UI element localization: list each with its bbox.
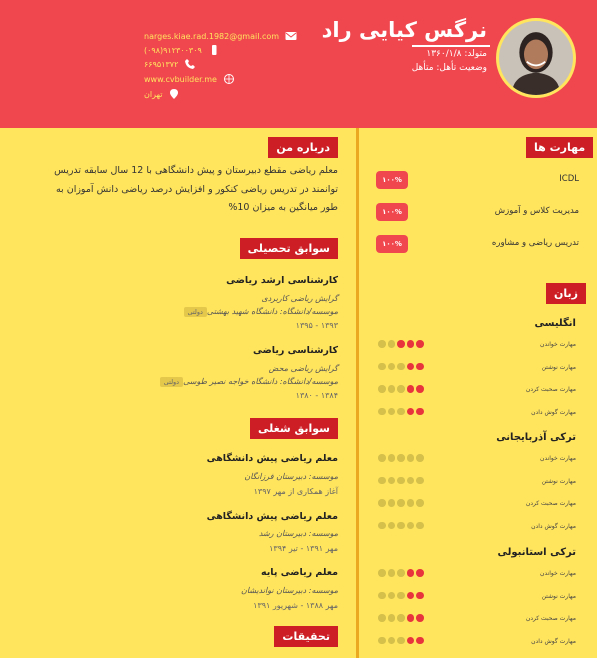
language-skill-label: مهارت گوش دادن (531, 522, 576, 530)
language-skill-label: مهارت صحبت کردن (525, 500, 576, 507)
section-languages-title: زبان (546, 283, 586, 304)
rating-dot (416, 637, 424, 645)
language-skill-label: مهارت نوشتن (541, 363, 576, 371)
rating-dot (378, 614, 386, 622)
skill-level-badge: ۱۰۰% (376, 171, 408, 189)
globe-icon (223, 74, 235, 84)
section-about-title: درباره من (268, 137, 338, 158)
rating-dot (378, 477, 386, 485)
language-skill-rating (378, 637, 424, 645)
profile-photo (496, 18, 576, 98)
rating-dot (397, 385, 405, 393)
rating-dot (378, 408, 386, 416)
language-skill-label: مهارت گوش دادن (531, 408, 576, 416)
rating-dot (416, 499, 424, 507)
section-research-title: تحقیقات (274, 626, 338, 647)
language-skill-rating (378, 522, 424, 530)
language-skill-label: مهارت نوشتن (541, 477, 576, 485)
rating-dot (388, 499, 396, 507)
language-skill-rating (378, 363, 424, 371)
person-photo-icon (499, 21, 573, 95)
contact-website[interactable]: www.cvbuilder.me (144, 74, 235, 84)
skill-label: تدریس ریاضی و مشاوره (491, 238, 579, 248)
language-skill-rating (378, 592, 424, 600)
language-skill-label: مهارت صحبت کردن (525, 615, 576, 622)
contact-email[interactable]: narges.kiae.rad.1982@gmail.com (144, 31, 297, 41)
rating-dot (388, 637, 396, 645)
rating-dot (397, 592, 405, 600)
education-institute: موسسه/دانشگاه: دانشگاه شهید بهشتیدولتی (180, 307, 339, 317)
rating-dot (397, 569, 405, 577)
section-education-title: سوابق تحصیلی (240, 238, 338, 259)
rating-dot (378, 592, 386, 600)
language-skill-rating (378, 499, 424, 507)
rating-dot (388, 340, 396, 348)
rating-dot (388, 408, 396, 416)
rating-dot (407, 637, 415, 645)
rating-dot (407, 499, 415, 507)
skill-level-badge: ۱۰۰% (376, 203, 408, 221)
language-name: ترکی استانبولی (497, 547, 576, 558)
rating-dot (397, 363, 405, 371)
language-skill-rating (378, 408, 424, 416)
language-skill-label: مهارت گوش دادن (531, 637, 576, 645)
person-name: نرگس کیایی راد (321, 18, 487, 42)
rating-dot (407, 454, 415, 462)
rating-dot (416, 363, 424, 371)
language-skill-label: مهارت نوشتن (541, 592, 576, 600)
skill-level-badge: ۱۰۰% (376, 235, 408, 253)
contact-mobile[interactable]: (۰۹۸)۹۱۲۳۰۰۳۰۹ (144, 45, 220, 55)
rating-dot (397, 637, 405, 645)
rating-dot (407, 340, 415, 348)
rating-dot (416, 522, 424, 530)
rating-dot (378, 340, 386, 348)
rating-dot (416, 614, 424, 622)
skill-label: ICDL (559, 174, 579, 184)
rating-dot (388, 522, 396, 530)
language-skill-rating (378, 454, 424, 462)
birth-date: متولد: ۱۳۶۰/۱/۸ (426, 49, 487, 59)
rating-dot (397, 614, 405, 622)
language-skill-label: مهارت خواندن (540, 341, 576, 348)
rating-dot (416, 340, 424, 348)
rating-dot (416, 454, 424, 462)
rating-dot (407, 385, 415, 393)
location-pin-icon (168, 89, 180, 99)
language-skill-rating (378, 569, 424, 577)
language-name: ترکی آذربایجانی (496, 432, 576, 443)
contact-phone[interactable]: ۶۶۹۵۱۳۷۲ (144, 59, 196, 69)
rating-dot (388, 569, 396, 577)
rating-dot (407, 592, 415, 600)
language-skill-rating (378, 385, 424, 393)
rating-dot (397, 340, 405, 348)
job-date: مهر ۱۳۹۱ - تیر ۱۳۹۴ (269, 544, 338, 553)
job-title: معلم ریاضی پیش دانشگاهی (206, 453, 338, 464)
job-date: مهر ۱۳۸۸ - شهریور ۱۳۹۱ (253, 601, 338, 610)
rating-dot (388, 592, 396, 600)
rating-dot (407, 408, 415, 416)
marital-status: وضعیت تأهل: متأهل (411, 63, 487, 73)
rating-dot (416, 477, 424, 485)
rating-dot (388, 385, 396, 393)
rating-dot (397, 499, 405, 507)
language-skill-label: مهارت صحبت کردن (525, 386, 576, 393)
rating-dot (416, 592, 424, 600)
language-skill-label: مهارت خواندن (540, 570, 576, 577)
phone-icon (184, 59, 196, 69)
column-divider (356, 128, 359, 658)
education-institute: موسسه/دانشگاه: دانشگاه خواجه نصیر طوسیدولتی (156, 377, 338, 387)
education-badge: دولتی (160, 377, 183, 387)
job-title: معلم ریاضی پایه (260, 567, 338, 578)
skill-label: مدیریت کلاس و آموزش (494, 206, 579, 216)
language-name: انگلیسی (534, 318, 576, 329)
rating-dot (388, 477, 396, 485)
education-date: ۱۳۸۴ - ۱۳۸۰ (295, 391, 338, 400)
rating-dot (407, 477, 415, 485)
about-text: معلم ریاضی مقطع دبیرستان و پیش دانشگاهی با 12 سال سابقه تدریس توانمند در تدریس ریاضی کنکور و افزایش درصد ریاضی دانش آموزان به طور میانگین به میزان 10% (54, 165, 338, 213)
rating-dot (397, 477, 405, 485)
rating-dot (407, 363, 415, 371)
rating-dot (378, 569, 386, 577)
rating-dot (388, 454, 396, 462)
section-jobs-title: سوابق شغلی (250, 418, 338, 439)
rating-dot (378, 385, 386, 393)
rating-dot (397, 454, 405, 462)
job-org: موسسه: دبیرستان فرزانگان (244, 472, 338, 481)
rating-dot (378, 499, 386, 507)
rating-dot (378, 637, 386, 645)
envelope-icon (285, 31, 297, 41)
rating-dot (407, 522, 415, 530)
job-org: موسسه: دبیرستان نواندیشان (240, 586, 338, 595)
rating-dot (416, 569, 424, 577)
education-title: کارشناسی ارشد ریاضی (226, 275, 338, 286)
education-date: ۱۳۹۳ - ۱۳۹۵ (295, 321, 338, 330)
language-skill-label: مهارت خواندن (540, 455, 576, 462)
rating-dot (416, 408, 424, 416)
education-badge: دولتی (184, 307, 207, 317)
rating-dot (416, 385, 424, 393)
rating-dot (378, 363, 386, 371)
education-field: گرایش ریاضی محض (268, 364, 338, 373)
section-skills-title: مهارت ها (526, 137, 593, 158)
mobile-icon (208, 45, 220, 55)
contact-city: تهران (144, 89, 180, 99)
rating-dot (397, 408, 405, 416)
language-skill-rating (378, 340, 424, 348)
rating-dot (397, 522, 405, 530)
rating-dot (378, 454, 386, 462)
name-underline (412, 45, 490, 47)
rating-dot (388, 614, 396, 622)
language-skill-rating (378, 614, 424, 622)
education-field: گرایش ریاضی کاربردی (261, 294, 338, 303)
rating-dot (407, 614, 415, 622)
job-org: موسسه: دبیرستان رشد (258, 529, 338, 538)
language-skill-rating (378, 477, 424, 485)
rating-dot (378, 522, 386, 530)
rating-dot (407, 569, 415, 577)
job-date: آغاز همکاری از مهر ۱۳۹۷ (253, 487, 338, 496)
rating-dot (388, 363, 396, 371)
job-title: معلم ریاضی پیش دانشگاهی (206, 511, 338, 522)
education-title: کارشناسی ریاضی (252, 345, 338, 356)
